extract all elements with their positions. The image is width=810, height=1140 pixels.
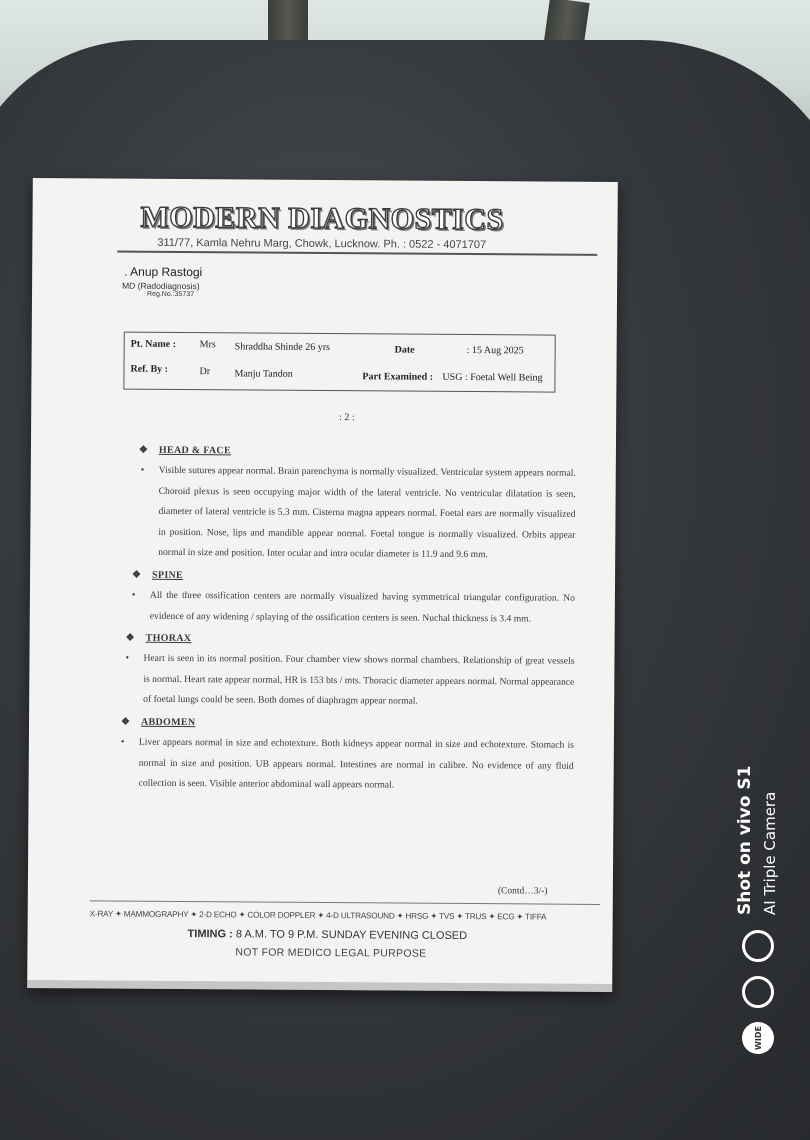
paragraph-spine (130, 586, 575, 630)
doctor-registration: Reg.No.:35737 (147, 290, 195, 299)
services-list: X-RAY ✦ MAMMOGRAPHY ✦ 2-D ECHO ✦ COLOR DOPPLER ✦ 4-D ULTRASOUND ✦ HRSG ✦ TVS ✦ TRUS ✦ ECG ✦ TIFFA (89, 909, 547, 922)
diamond-bullet-icon: ❖ (121, 716, 131, 728)
referred-by-prefix: Dr (199, 366, 211, 378)
date-label: Date (394, 344, 415, 356)
letterhead-title: MODERN DIAGNOSTICS (140, 200, 504, 237)
watermark-line1: Shot on vivo S1 (735, 765, 755, 915)
letterhead-address: 311/77, Kamla Nehru Marg, Chowk, Lucknow. Ph. : 0522 - 4071707 (157, 236, 487, 252)
patient-name: Shraddha Shinde 26 yrs (234, 341, 330, 354)
medico-legal-note: NOT FOR MEDICO LEGAL PURPOSE (235, 946, 427, 960)
diamond-bullet-icon: ❖ (125, 632, 135, 644)
patient-name-prefix: Mrs (199, 339, 216, 351)
footer-rule (90, 900, 600, 905)
patient-name-label: Pt. Name : (130, 338, 176, 350)
report-date: : 15 Aug 2025 (466, 345, 524, 357)
letterhead-rule (117, 251, 597, 256)
diamond-bullet-icon: ❖ (138, 444, 149, 456)
referred-by-label: Ref. By : (130, 363, 169, 375)
continued-note: (Contd…3/-) (497, 886, 548, 897)
lens-ring-icon (742, 976, 774, 1008)
paragraph-text: Heart is seen in its normal position. Four chamber view shows normal chambers. Relationship of great vessels is normal. Heart rate appear normal, HR is 153 bts / mts. Thoracic diameter appears normal. Normal appearance of foetal lungs could be seen. Both domes of diaphragm appear normal. (143, 652, 575, 708)
section-heading-text: SPINE (152, 569, 184, 581)
report-body (119, 441, 576, 800)
patient-info-box (123, 332, 555, 393)
section-heading-text: THORAX (145, 632, 192, 645)
paragraph-abdomen (119, 733, 574, 798)
lens-ring-icon (742, 930, 774, 962)
doctor-name: . Anup Rastogi (124, 264, 203, 280)
wide-lens-badge-icon: WIDE (742, 1022, 774, 1054)
referred-by-doctor: Manju Tandon (234, 368, 293, 380)
paragraph-text: Visible sutures appear normal. Brain parenchyma is normally visualized. Ventricular system appears normal. Choroid plexus is seen occupying major width of the lateral ventricle. No ventricular dilatation is seen, diameter of lateral ventricle is 5.3 mm. Cisterna magna appears normal. Foetal ears are normally visualized in position. Nose, lips and mandible appear normal. Foetal tongue is normally visualized. Orbits appear normal in size and position. Inter ocular and intra ocular diameter is 11.9 and 9.6 mm. (158, 464, 576, 561)
diamond-bullet-icon: ❖ (132, 569, 142, 581)
bullet-icon: • (131, 589, 136, 601)
bullet-icon: • (125, 652, 130, 664)
section-heading-text: ABDOMEN (140, 716, 196, 729)
watermark-line2: AI Triple Camera (761, 791, 779, 915)
report-page (27, 178, 618, 992)
timing-line (188, 928, 468, 942)
paragraph-text: Liver appears normal in size and echotexture. Both kidneys appear normal in size and echotexture. Stomach is normal in size and position. UB appears normal. Intestines are normal in calibre. No evidence of any fluid collection is seen. Visible anterior abdominal wall appears normal. (138, 736, 574, 791)
timing-label: TIMING : (187, 928, 233, 941)
paragraph-text: All the three ossification centers are normally visualized having symmetrical triangular configuration. No evidence of any widening / splaying of the ossification centers is seen. Nuchal thickness is 3.4 mm. (149, 589, 575, 625)
doctor-qualification: MD (Radodiagnosis) (122, 280, 200, 292)
camera-lens-icons (738, 930, 778, 1060)
bullet-icon: • (140, 464, 145, 476)
page-number: : 2 : (339, 412, 355, 424)
section-heading-text: HEAD & FACE (158, 444, 231, 457)
part-examined-label: Part Examined : (362, 371, 434, 383)
paragraph-thorax (123, 649, 574, 714)
paragraph-head-face (138, 461, 576, 567)
camera-watermark (735, 765, 779, 915)
timing-value: 8 A.M. TO 9 P.M. SUNDAY EVENING CLOSED (235, 928, 468, 943)
bullet-icon: • (120, 736, 125, 748)
part-examined-value: USG : Foetal Well Being (442, 371, 543, 384)
